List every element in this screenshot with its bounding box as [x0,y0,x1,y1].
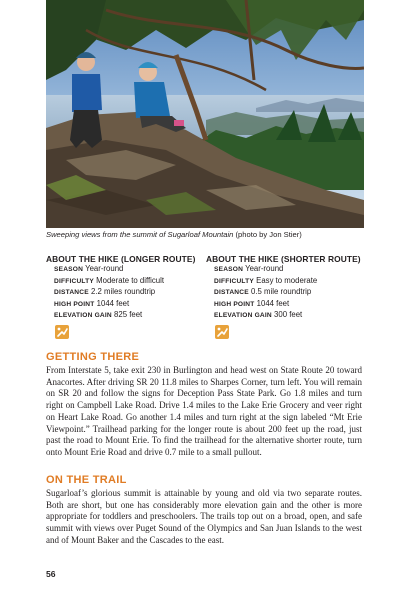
hike-info-row [214,276,366,288]
info-key: HIGH POINT [214,300,255,308]
info-value: 0.5 mile roundtrip [251,287,312,297]
info-value: Easy to moderate [256,275,318,285]
hike-info-row [214,310,366,322]
caption-text: Sweeping views from the summit of Sugarloaf Mountain [46,230,234,239]
info-value: Year-round [245,264,284,273]
hike-info-row [54,299,204,311]
hike-info-row [54,264,204,276]
info-value: 2.2 miles roundtrip [91,287,156,297]
info-key: ELEVATION GAIN [54,312,112,320]
section-body-getting-there: From Interstate 5, take exit 230 in Burlington and head west on State Route 20 toward Anacortes. After driving SR 20 11.8 miles to Sharpes Corner, turn left. You will remain on SR 20 and follow the signs for Deception Pass State Park. Go 1.8 miles and turn right on Campbell Lake Road. Drive 1.4 miles to the Lake Erie Grocery and veer right on Heart Lake Road. Go another 1.4 miles and turn right at the sign labeled “Mt Erie Viewpoint.” Trailhead parking for the longer route is about 200 feet up the road, just past the road to Mount Erie. To find the trailhead for the alternative shorter route, turn onto Mount Erie Road and drive 0.7 mile to a small pullout. [46,365,362,457]
info-key: DISTANCE [214,289,249,297]
info-value: 300 feet [274,310,303,320]
info-key: DIFFICULTY [214,277,254,285]
hike-info-longer-route [46,254,204,339]
hike-info-row [214,287,366,299]
info-value: 1044 feet [256,298,290,308]
hiker-icon [55,325,69,339]
hike-info-row [54,287,204,299]
info-key: HIGH POINT [54,300,95,308]
info-value: 1044 feet [96,298,130,308]
info-key: DIFFICULTY [54,277,94,285]
info-value: 825 feet [114,310,143,320]
hike-info-title: ABOUT THE HIKE (SHORTER ROUTE) [206,254,361,264]
info-key: ELEVATION GAIN [214,312,272,320]
photo-caption [46,230,364,239]
info-value: Moderate to difficult [96,275,165,285]
caption-credit: (photo by Jon Stier) [235,230,302,239]
hike-info-title: ABOUT THE HIKE (LONGER ROUTE) [46,254,196,264]
info-key: DISTANCE [54,289,89,297]
hike-info-row [54,276,204,288]
page-number: 56 [46,569,56,579]
hike-info-row [54,310,204,322]
section-heading-getting-there: GETTING THERE [46,351,140,363]
info-value: Year-round [85,264,124,273]
hike-info-row [214,264,366,276]
hike-info-shorter-route [206,254,366,339]
hike-info-row [214,299,366,311]
hiker-icon [215,325,229,339]
info-key: SEASON [214,266,244,273]
info-key: SEASON [54,266,84,273]
section-heading-on-the-trail: ON THE TRAIL [46,474,127,486]
summit-photo [46,0,364,228]
section-body-on-the-trail: Sugarloaf’s glorious summit is attainable by young and old via two separate routes. Both are short, but one has considerably more elevation gain and the other is more appropriate for toddlers and preschoolers. The trails top out on a broad, open, and safe summit with views over Puget Sound of the Olympics and San Juan Islands to the west and of Mount Baker and the Cascades to the east. [46,488,362,545]
